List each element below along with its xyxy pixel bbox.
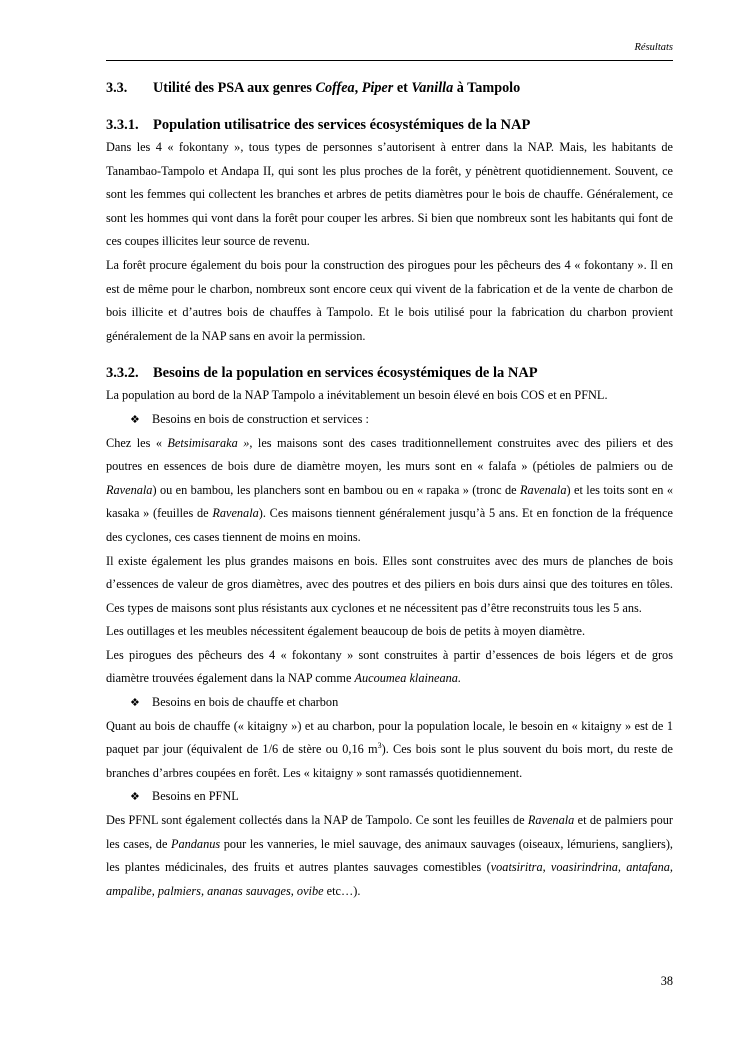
bullet-item: ❖ Besoins en bois de chauffe et charbon [106,691,673,715]
section-title: 3.3. Utilité des PSA aux genres Coffea, Piper et Vanilla à Tampolo [106,76,673,100]
paragraph: La population au bord de la NAP Tampolo a inévitablement un besoin élevé en bois COS et en PFNL. [106,388,608,403]
page-number: 38 [660,974,673,988]
bullet-item: ❖ Besoins en bois de construction et services : [106,408,673,432]
paragraph: Les outillages et les meubles nécessitent également beaucoup de bois de petits à moyen diamètre. [106,624,586,639]
diamond-bullet-icon: ❖ [130,412,140,426]
subsection-number-2: 3.3.2. [106,365,139,382]
subsection-title-2: 3.3.2. Besoins de la population en services écosystémiques de la NAP [106,362,673,384]
section-number: 3.3. [106,80,128,96]
subsection-title-1: 3.3.1. Population utilisatrice des services écosystémiques de la NAP [106,114,673,136]
paragraph: Quant au bois de chauffe (« kitaigny ») et au charbon, pour la population locale, le besoin en « kitaigny » est de 1 paquet par jour (équivalent de 1/6 de stère ou 0,16 $m^3$). Ces bois sont le plus souvent du bois mort, du reste de branches d’arbres coupées en forêt. Les « kitaigny » sont ramassés quotidiennement. [106,718,673,780]
diamond-bullet-icon: ❖ [130,696,140,710]
paragraph: Des PFNL sont également collectés dans la NAP de Tampolo. Ce sont les feuilles de Ravenala et de palmiers pour les cases, de Pandanus pour les vanneries, le miel sauvage, des animaux sauvages (oiseaux, lémuriens, sangliers), les plantes médicinales, des fruits et autres plantes sauvages comestibles (voatsiritra, voasirindrina, antafana, ampalibe, palmiers, ananas sauvages, ovibe etc…). [106,813,673,898]
subsection-number-1: 3.3.1. [106,117,139,133]
bullet-item: ❖ Besoins en PFNL [106,785,673,809]
diamond-bullet-icon: ❖ [130,790,140,804]
paragraph: Chez les « Betsimisaraka », les maisons sont des cases traditionnellement construites avec des piliers et des poutres en essences de bois dure de diamètre moyen, les murs sont en « falafa » (pétioles de palmiers ou de Ravenala) ou en bambou, les planchers sont en bambou ou en « rapaka » (tronc de Ravenala) et les toits sont en « kasaka » (feuilles de Ravenala). Ces maisons tiennent généralement jusqu’à 5 ans. Et en fonction de la fréquence des cyclones, ces cases tiennent de moins en moins. [106,435,673,544]
paragraph: La forêt procure également du bois pour la construction des pirogues pour les pêcheurs des 4 « fokontany ». Il en est de même pour le charbon, nombreux sont encore ceux qui vivent de la fabrication et de la vente de charbon de bois illicite et d’autres bois de chauffes à Tampolo. Et le bois utilisé pour la fabrication du charbon provient généralement de la NAP sans en avoir la permission. [106,257,673,343]
paragraph: Dans les 4 « fokontany », tous types de personnes s’autorisent à entrer dans la NAP. Mais, les habitants de Tanambao-Tampolo et Andapa II, qui sont les plus proches de la forêt, y pénètrent quotidiennement. Souvent, ce sont les femmes qui collectent les branches et arbres de petits diamètres pour le bois de chauffe. Généralement, ce sont les hommes qui vont dans la forêt pour couper les arbres. Si bien que nombreux sont les habitants qui font de ces coupes illicites leur source de revenu. [106,140,673,249]
running-header: Résultats [634,42,673,53]
paragraph: Les pirogues des pêcheurs des 4 « fokontany » sont construites à partir d’essences de bois légers et de gros diamètre trouvées également dans la NAP comme Aucoumea klaineana. [106,647,673,686]
header-rule [106,60,673,61]
page-content [106,76,673,903]
paragraph: Il existe également les plus grandes maisons en bois. Elles sont construites avec des murs de planches de bois d’essences de valeur de gros diamètres, avec des poutres et des piliers en bois durs ainsi que des toitures en tôles. Ces types de maisons sont plus résistants aux cyclones et ne nécessitent pas d’être reconstruits tous les 5 ans. [106,553,673,615]
